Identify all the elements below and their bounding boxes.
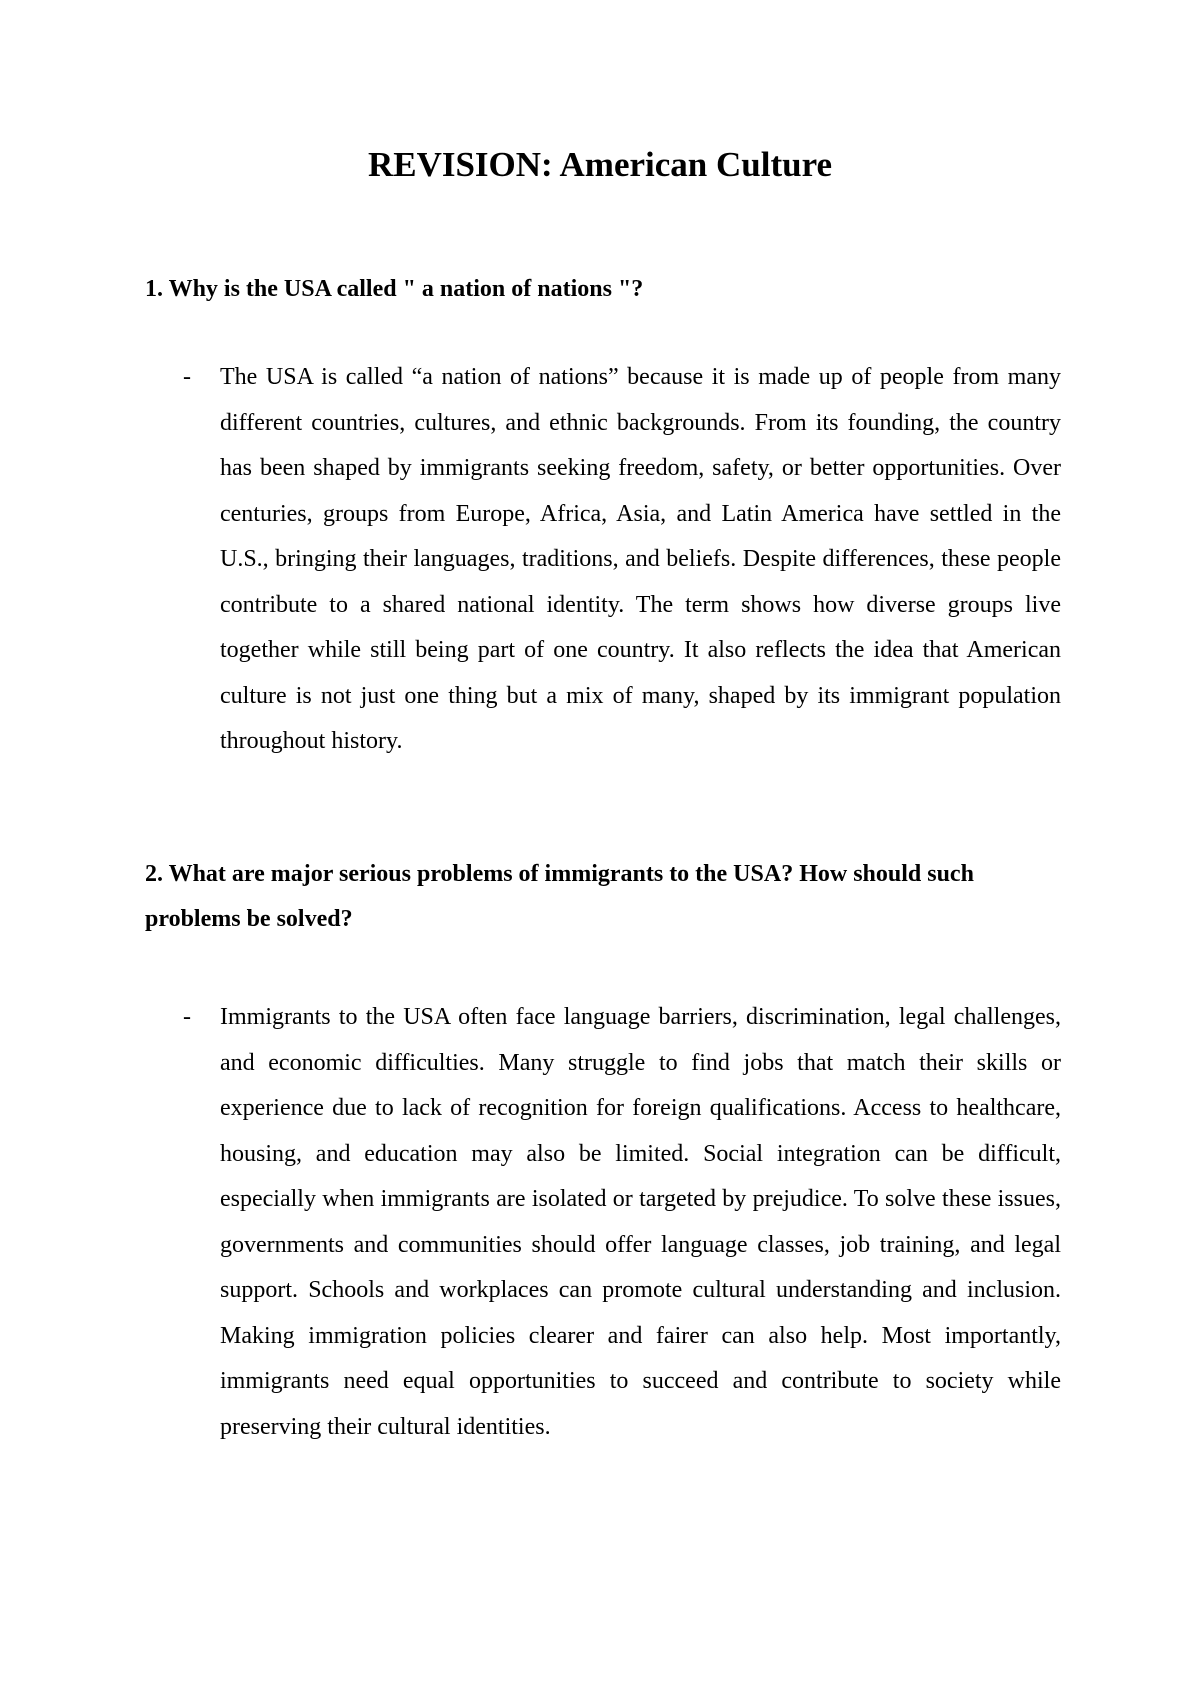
- question-2: 2. What are major serious problems of immigrants to the USA? How should such problems be solved?: [145, 861, 974, 932]
- answer-1-text: The USA is called “a nation of nations” because it is made up of people from many different countries, cultures, and ethnic backgrounds. From its founding, the country has been shaped by immigrants seeking freedom, safety, or better opportunities. Over centuries, groups from Europe, Africa, Asia, and Latin America have settled in the U.S., bringing their languages, traditions, and beliefs. Despite differences, these people contribute to a shared national identity. The term shows how diverse groups live together while still being part of one country. It also reflects the idea that American culture is not just one thing but a mix of many, shaped by its immigrant population throughout history.: [220, 364, 1061, 754]
- page-title: REVISION: American Culture: [367, 145, 833, 184]
- answer-2: [145, 995, 1061, 1450]
- answer-2-text: Immigrants to the USA often face language barriers, discrimination, legal challenges, and economic difficulties. Many struggle to find jobs that match their skills or experience due to lack of recognition for foreign qualifications. Access to healthcare, housing, and education may also be limited. Social integration can be difficult, especially when immigrants are isolated or targeted by prejudice. To solve these issues, governments and communities should offer language classes, job training, and legal support. Schools and workplaces can promote cultural understanding and inclusion. Making immigration policies clearer and fairer can also help. Most importantly, immigrants need equal opportunities to succeed and contribute to society while preserving their cultural identities.: [220, 1004, 1061, 1440]
- bullet-dash: -: [183, 364, 191, 390]
- bullet-dash: -: [183, 1004, 191, 1030]
- answer-1: [145, 355, 1061, 765]
- question-1: 1. Why is the USA called " a nation of nations "?: [145, 276, 644, 302]
